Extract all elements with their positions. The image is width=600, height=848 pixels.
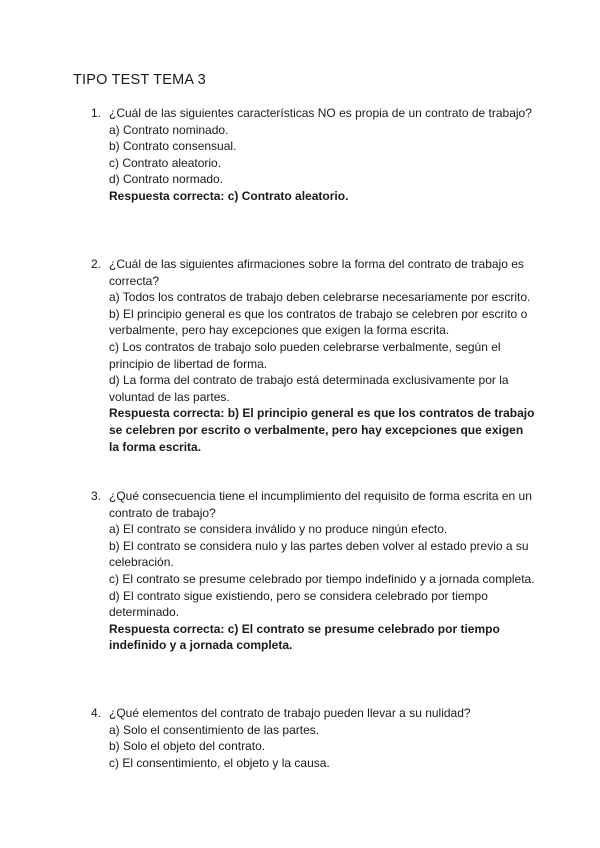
question-number: 1. [91, 106, 102, 120]
question-2 [91, 256, 536, 455]
option-a: a) Solo el consentimiento de las partes. [109, 722, 320, 737]
correct-answer: Respuesta correcta: c) El contrato se presume celebrado por tiempo indefinido y a jornada completa. [109, 621, 500, 653]
question-number: 4. [91, 706, 102, 720]
correct-answer: Respuesta correcta: c) Contrato aleatorio. [109, 188, 349, 203]
question-text: ¿Qué elementos del contrato de trabajo pueden llevar a su nulidad? [109, 706, 471, 720]
option-d: d) El contrato sigue existiendo, pero se considera celebrado por tiempo determinado. [109, 588, 488, 620]
option-b: b) Contrato consensual. [109, 139, 237, 154]
question-text: ¿Qué consecuencia tiene el incumplimiento del requisito de forma escrita en un contrato de trabajo? [109, 489, 532, 520]
document-title: TIPO TEST TEMA 3 [73, 72, 206, 88]
question-number: 2. [91, 257, 102, 271]
question-4 [91, 705, 536, 771]
question-text: ¿Cuál de las siguientes características NO es propia de un contrato de trabajo? [109, 106, 532, 120]
option-d: d) La forma del contrato de trabajo está determinada exclusivamente por la voluntad de las partes. [109, 373, 509, 404]
option-c: c) Los contratos de trabajo solo pueden celebrarse verbalmente, según el principio de libertad de forma. [109, 339, 501, 371]
option-b: b) El principio general es que los contratos de trabajo se celebren por escrito o verbalmente, pero hay excepciones que exigen la forma escrita. [109, 306, 528, 338]
question-text: ¿Cuál de las siguientes afirmaciones sobre la forma del contrato de trabajo es correcta? [109, 257, 524, 288]
option-a: a) El contrato se considera inválido y no produce ningún efecto. [109, 522, 448, 537]
option-b: b) Solo el objeto del contrato. [109, 739, 266, 754]
option-a: a) Todos los contratos de trabajo deben celebrarse necesariamente por escrito. [109, 290, 531, 305]
option-b: b) El contrato se considera nulo y las partes deben volver al estado previo a su celebración. [109, 538, 529, 570]
option-c: c) El contrato se presume celebrado por tiempo indefinido y a jornada completa. [109, 571, 535, 586]
question-1 [91, 105, 536, 205]
option-c: c) Contrato aleatorio. [109, 155, 222, 170]
option-c: c) El consentimiento, el objeto y la causa. [109, 755, 330, 770]
option-a: a) Contrato nominado. [109, 122, 229, 137]
question-3 [91, 488, 536, 654]
option-d: d) Contrato normado. [109, 172, 224, 187]
question-number: 3. [91, 489, 102, 503]
correct-answer: Respuesta correcta: b) El principio general es que los contratos de trabajo se celebren por escrito o verbalmente, pero hay excepciones que exigen la forma escrita. [109, 406, 535, 454]
